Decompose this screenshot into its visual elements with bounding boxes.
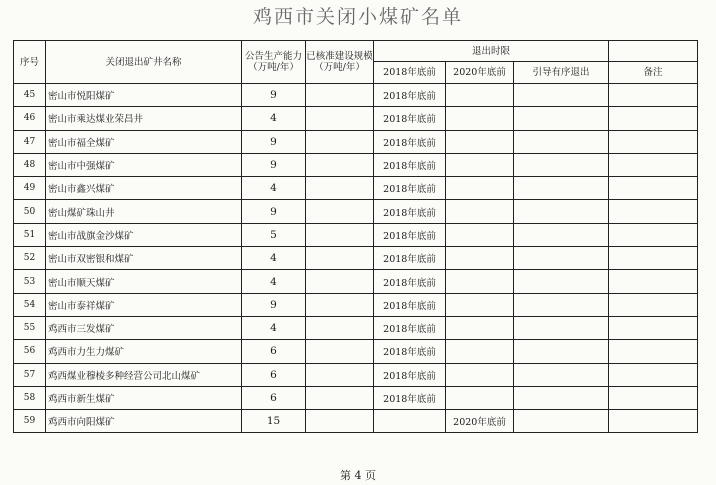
row-capacity: 9 — [242, 293, 306, 316]
row-mine-name: 密山市顺天煤矿 — [46, 270, 242, 293]
row-2018: 2018年底前 — [374, 363, 446, 386]
row-seq: 46 — [14, 107, 46, 130]
row-approved — [306, 130, 374, 153]
row-capacity: 9 — [242, 200, 306, 223]
row-capacity: 4 — [242, 177, 306, 200]
table-row — [14, 363, 698, 386]
row-2020: 2020年底前 — [446, 410, 514, 433]
row-mine-name: 密山市福全煤矿 — [46, 130, 242, 153]
row-mine-name: 密山市悦阳煤矿 — [46, 84, 242, 107]
row-2018: 2018年底前 — [374, 107, 446, 130]
table-row — [14, 130, 698, 153]
row-approved — [306, 293, 374, 316]
row-guided-exit — [514, 410, 609, 433]
row-capacity: 4 — [242, 270, 306, 293]
row-remarks — [609, 386, 698, 409]
header-capacity: 公告生产能力（万吨/年） — [242, 41, 306, 84]
header-approved: 已核准建设规模（万吨/年） — [306, 41, 374, 84]
row-guided-exit — [514, 130, 609, 153]
mine-closure-table — [13, 40, 698, 433]
row-approved — [306, 107, 374, 130]
row-seq: 49 — [14, 177, 46, 200]
row-seq: 59 — [14, 410, 46, 433]
row-seq: 56 — [14, 340, 46, 363]
row-2018: 2018年底前 — [374, 200, 446, 223]
row-remarks — [609, 177, 698, 200]
row-2020 — [446, 177, 514, 200]
row-remarks — [609, 107, 698, 130]
row-guided-exit — [514, 200, 609, 223]
row-remarks — [609, 223, 698, 246]
row-guided-exit — [514, 270, 609, 293]
row-capacity: 5 — [242, 223, 306, 246]
page-number: 第 4 页 — [340, 469, 376, 482]
table-row — [14, 200, 698, 223]
row-seq: 45 — [14, 84, 46, 107]
row-2020 — [446, 223, 514, 246]
row-2020 — [446, 340, 514, 363]
row-guided-exit — [514, 340, 609, 363]
row-remarks — [609, 270, 698, 293]
row-2018: 2018年底前 — [374, 177, 446, 200]
row-capacity: 4 — [242, 107, 306, 130]
row-mine-name: 鸡西市力生力煤矿 — [46, 340, 242, 363]
row-2018: 2018年底前 — [374, 386, 446, 409]
header-exit-time: 退出时限 — [374, 41, 609, 62]
row-guided-exit — [514, 153, 609, 176]
row-capacity: 9 — [242, 153, 306, 176]
table-row — [14, 84, 698, 107]
header-name: 关闭退出矿井名称 — [46, 41, 242, 84]
row-2018: 2018年底前 — [374, 153, 446, 176]
table-row — [14, 316, 698, 339]
row-approved — [306, 316, 374, 339]
header-2020: 2020年底前 — [446, 62, 514, 84]
row-seq: 48 — [14, 153, 46, 176]
row-remarks — [609, 340, 698, 363]
row-seq: 50 — [14, 200, 46, 223]
row-remarks — [609, 153, 698, 176]
row-2018: 2018年底前 — [374, 223, 446, 246]
row-guided-exit — [514, 293, 609, 316]
row-2018 — [374, 410, 446, 433]
row-remarks — [609, 410, 698, 433]
row-mine-name: 密山市泰祥煤矿 — [46, 293, 242, 316]
row-2020 — [446, 293, 514, 316]
row-mine-name: 鸡西市新生煤矿 — [46, 386, 242, 409]
table-row — [14, 410, 698, 433]
row-approved — [306, 247, 374, 270]
row-guided-exit — [514, 316, 609, 339]
row-guided-exit — [514, 386, 609, 409]
row-seq: 52 — [14, 247, 46, 270]
row-remarks — [609, 247, 698, 270]
row-seq: 57 — [14, 363, 46, 386]
row-mine-name: 鸡西煤业穆棱多种经营公司北山煤矿 — [46, 363, 242, 386]
row-approved — [306, 386, 374, 409]
row-seq: 51 — [14, 223, 46, 246]
row-mine-name: 密山市中强煤矿 — [46, 153, 242, 176]
row-mine-name: 密山市战旗金沙煤矿 — [46, 223, 242, 246]
row-capacity: 6 — [242, 386, 306, 409]
row-approved — [306, 223, 374, 246]
header-2018: 2018年底前 — [374, 62, 446, 84]
table-row — [14, 107, 698, 130]
row-seq: 55 — [14, 316, 46, 339]
row-guided-exit — [514, 177, 609, 200]
row-capacity: 15 — [242, 410, 306, 433]
row-mine-name: 密山煤矿珠山井 — [46, 200, 242, 223]
row-approved — [306, 410, 374, 433]
row-mine-name: 密山市双密银和煤矿 — [46, 247, 242, 270]
row-seq: 53 — [14, 270, 46, 293]
page-title: 鸡西市关闭小煤矿名单 — [252, 6, 463, 28]
row-remarks — [609, 130, 698, 153]
row-2020 — [446, 200, 514, 223]
row-mine-name: 鸡西市向阳煤矿 — [46, 410, 242, 433]
row-approved — [306, 200, 374, 223]
row-remarks — [609, 363, 698, 386]
row-guided-exit — [514, 84, 609, 107]
row-capacity: 6 — [242, 340, 306, 363]
table-row — [14, 177, 698, 200]
row-approved — [306, 84, 374, 107]
row-approved — [306, 340, 374, 363]
header-remarks: 备注 — [609, 62, 698, 84]
row-2018: 2018年底前 — [374, 316, 446, 339]
row-approved — [306, 177, 374, 200]
row-2020 — [446, 84, 514, 107]
row-2018: 2018年底前 — [374, 84, 446, 107]
row-2020 — [446, 316, 514, 339]
row-capacity: 4 — [242, 316, 306, 339]
row-guided-exit — [514, 363, 609, 386]
row-2020 — [446, 386, 514, 409]
row-remarks — [609, 200, 698, 223]
row-guided-exit — [514, 107, 609, 130]
row-approved — [306, 153, 374, 176]
row-2018: 2018年底前 — [374, 130, 446, 153]
header-guided-exit: 引导有序退出 — [514, 62, 609, 84]
row-remarks — [609, 293, 698, 316]
row-mine-name: 密山市乘达煤业荣昌井 — [46, 107, 242, 130]
row-remarks — [609, 84, 698, 107]
row-2018: 2018年底前 — [374, 293, 446, 316]
row-guided-exit — [514, 247, 609, 270]
row-seq: 58 — [14, 386, 46, 409]
row-seq: 47 — [14, 130, 46, 153]
row-2018: 2018年底前 — [374, 340, 446, 363]
row-approved — [306, 270, 374, 293]
table-row — [14, 340, 698, 363]
table-row — [14, 293, 698, 316]
row-capacity: 4 — [242, 247, 306, 270]
row-2020 — [446, 247, 514, 270]
row-capacity: 6 — [242, 363, 306, 386]
row-capacity: 9 — [242, 130, 306, 153]
row-approved — [306, 363, 374, 386]
table-row — [14, 270, 698, 293]
header-blank — [609, 41, 698, 62]
row-2020 — [446, 130, 514, 153]
row-seq: 54 — [14, 293, 46, 316]
row-mine-name: 密山市鑫兴煤矿 — [46, 177, 242, 200]
row-mine-name: 鸡西市三发煤矿 — [46, 316, 242, 339]
table-row — [14, 247, 698, 270]
row-2020 — [446, 107, 514, 130]
row-2020 — [446, 270, 514, 293]
row-2020 — [446, 153, 514, 176]
row-2018: 2018年底前 — [374, 247, 446, 270]
row-2018: 2018年底前 — [374, 270, 446, 293]
row-2020 — [446, 363, 514, 386]
row-guided-exit — [514, 223, 609, 246]
table-row — [14, 223, 698, 246]
row-remarks — [609, 316, 698, 339]
table-row — [14, 386, 698, 409]
header-seq: 序号 — [14, 41, 46, 84]
table-row — [14, 153, 698, 176]
row-capacity: 9 — [242, 84, 306, 107]
